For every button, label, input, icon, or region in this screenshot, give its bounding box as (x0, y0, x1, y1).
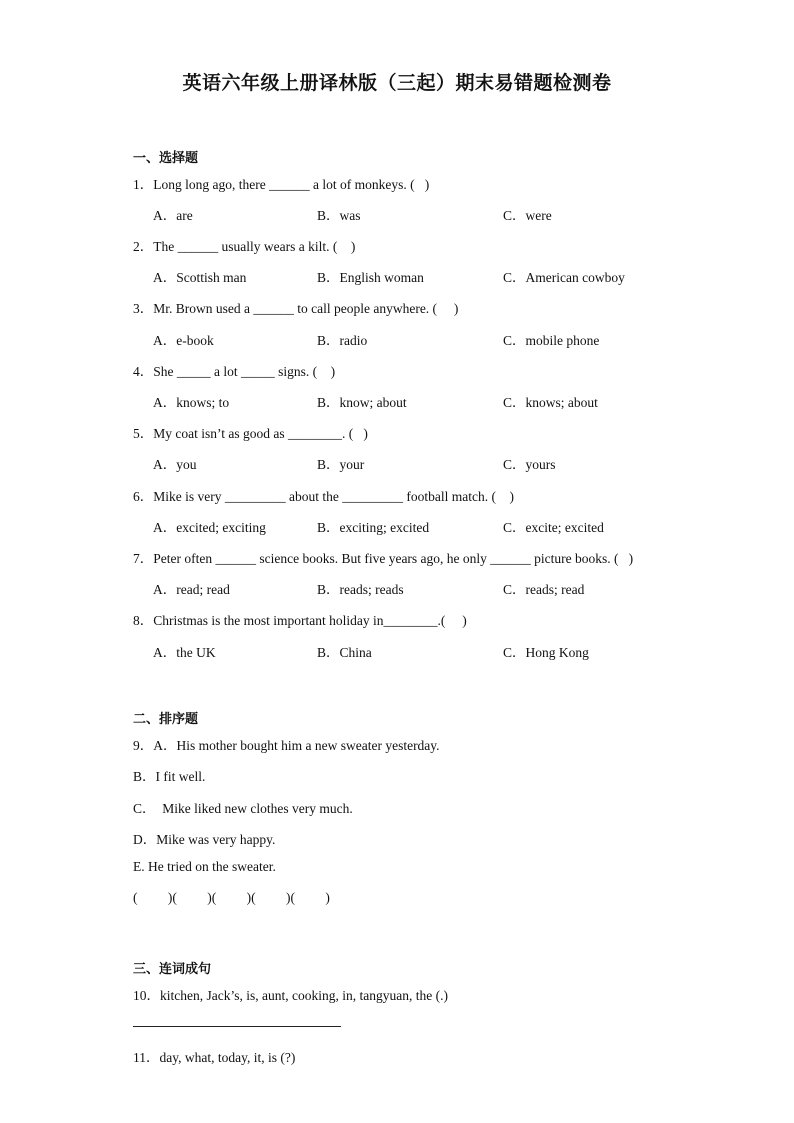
option-c: C．were (503, 208, 552, 223)
option-b: B．know; about (317, 395, 407, 410)
option-c: C．knows; about (503, 395, 598, 410)
question-5: 5．My coat isn’t as good as ________. ( ) (133, 426, 368, 441)
option-c: C．American cowboy (503, 270, 625, 285)
option-c: C．reads; read (503, 582, 585, 597)
section-heading-ordering: 二、排序题 (133, 712, 199, 727)
option-a: A．excited; exciting (153, 520, 266, 535)
option-b: B．radio (317, 333, 368, 348)
option-b: B．reads; reads (317, 582, 404, 597)
ordering-line-a: 9．A．His mother bought him a new sweater yesterday. (133, 738, 440, 753)
question-11: 11．day, what, today, it, is (?) (133, 1050, 296, 1065)
option-a: A．read; read (153, 582, 230, 597)
question-1: 1．Long long ago, there ______ a lot of monkeys. ( ) (133, 177, 430, 192)
page-title: 英语六年级上册译林版（三起）期末易错题检测卷 (182, 72, 612, 94)
option-a: A．e-book (153, 333, 214, 348)
answer-line[interactable] (133, 1026, 341, 1027)
option-a: A．Scottish man (153, 270, 247, 285)
ordering-line-d: D．Mike was very happy. (133, 832, 276, 847)
option-a: A．knows; to (153, 395, 230, 410)
option-b: B．your (317, 457, 365, 472)
option-a: A．the UK (153, 645, 216, 660)
option-c: C．excite; excited (503, 520, 604, 535)
question-6: 6．Mike is very _________ about the _________ football match. ( ) (133, 489, 514, 504)
question-8: 8．Christmas is the most important holiday in________.( ) (133, 613, 467, 628)
option-b: B．China (317, 645, 372, 660)
question-10: 10．kitchen, Jack’s, is, aunt, cooking, in, tangyuan, the (.) (133, 988, 448, 1003)
option-b: B．exciting; excited (317, 520, 430, 535)
option-c: C．Hong Kong (503, 645, 589, 660)
ordering-line-c: C． Mike liked new clothes very much. (133, 801, 353, 816)
ordering-line-e: E. He tried on the sweater. (133, 859, 276, 874)
option-c: C．yours (503, 457, 556, 472)
option-a: A．you (153, 457, 197, 472)
option-b: B．was (317, 208, 361, 223)
option-c: C．mobile phone (503, 333, 600, 348)
question-7: 7．Peter often ______ science books. But five years ago, he only ______ picture books. ( ) (133, 551, 634, 566)
section-heading-sentence: 三、连词成句 (133, 962, 212, 977)
question-4: 4．She _____ a lot _____ signs. ( ) (133, 364, 336, 379)
option-b: B．English woman (317, 270, 424, 285)
question-3: 3．Mr. Brown used a ______ to call people anywhere. ( ) (133, 301, 459, 316)
ordering-line-b: B．I fit well. (133, 769, 206, 784)
ordering-answer-brackets[interactable]: ( )( )( )( )( ) (133, 890, 330, 905)
question-2: 2．The ______ usually wears a kilt. ( ) (133, 239, 356, 254)
section-heading-choice: 一、选择题 (133, 151, 199, 166)
option-a: A．are (153, 208, 193, 223)
